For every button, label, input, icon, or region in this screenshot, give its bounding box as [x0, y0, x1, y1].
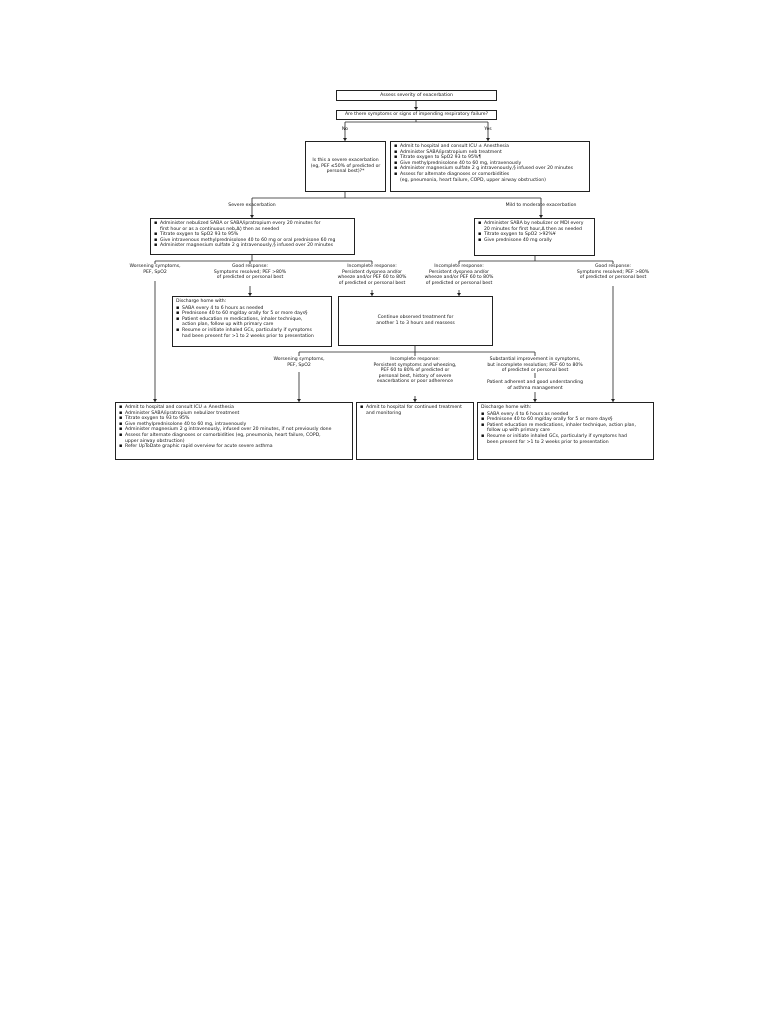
worsening-left-label: [120, 264, 190, 275]
continue-observed-line: Continue observed treatment for: [377, 315, 454, 321]
mild-moderate-treatment-box: [474, 218, 595, 256]
list-item: ▪ Give methylprednisolone 40 to 60 mg, intravenously: [394, 161, 586, 167]
list-item-continuation: and monitoring: [366, 410, 402, 416]
admit-icu-bottom-list: [116, 403, 352, 452]
list-item: ▪ Admit to hospital and consult ICU ± Anesthesia: [394, 144, 586, 150]
mild-moderate-treatment-list: [475, 219, 594, 245]
label-no: No: [341, 127, 349, 132]
severe-exacerbation-question-text: Is this a severe exacerbation (eg, PEF ≤50% of predicted or personal best)?*: [310, 158, 381, 175]
discharge-home-right-title: Discharge home with:: [481, 405, 532, 410]
good-response-left-label: [205, 264, 295, 281]
list-item: ▪ Give methylprednisolone 40 to 60 mg, intravenously: [119, 422, 349, 428]
list-item: ▪ Administer SABA/ipratropium nebulizer treatment: [119, 411, 349, 417]
label-line: PEF, SpO2: [143, 269, 167, 275]
label-line: but incomplete resolution; PEF 60 to 80%: [487, 362, 583, 368]
label-line: Good response:: [595, 264, 631, 269]
list-item-continuation: had been present for >1 to 2 weeks prior to presentation: [182, 333, 314, 339]
list-item: ▪ SABA every 4 to 6 hours as needed: [481, 412, 650, 418]
label-line: PEF 60 to 80% of predicted or: [380, 368, 450, 374]
list-item: ▪ Patient education re medications, inhaler technique, action plan,: [481, 423, 650, 429]
severe-treatment-list: [151, 219, 354, 251]
severe-treatment-box: [150, 218, 355, 255]
label-line: PEF, SpO2: [287, 362, 311, 368]
label-line: Good response:: [232, 264, 268, 269]
discharge-home-right-box: [477, 402, 654, 460]
list-item-continuation: follow up with primary care: [487, 428, 550, 434]
admit-icu-top-list: [391, 142, 589, 185]
label-line: Symptoms resolved; PEF >80%: [576, 269, 650, 275]
list-item: ▪ SABA every 4 to 6 hours as needed: [176, 306, 328, 312]
list-item: ▪ Prednisone 40 to 60 mg/day orally for 5 or more days§: [176, 311, 328, 317]
list-item: ▪ Give intravenous methylprednisolone 40 to 60 mg or oral prednisone 60 mg: [154, 238, 351, 244]
label-line: Incomplete response:: [434, 264, 484, 269]
list-item: ▪ Titrate oxygen to SpO2 93 to 95%¶: [394, 155, 586, 161]
discharge-home-mid-list: [173, 305, 331, 342]
discharge-home-right-list: [478, 411, 653, 448]
assess-severity-box: [336, 90, 497, 101]
admit-continued-treatment-list: [357, 403, 473, 418]
label-line: personal best, history of severe: [378, 373, 452, 379]
list-item: ▪ Prednisone 40 to 60 mg/day orally for 5 or more days§: [481, 417, 650, 423]
list-item: ▪ Administer magnesium 2 g intravenously, infused over 20 minutes, if not previously done: [119, 427, 349, 433]
list-item: ▪ Resume or initiate inhaled GCs, particularly if symptoms: [176, 328, 328, 334]
list-item: ▪ Administer magnesium sulfate 2 g intravenously,§ infused over 20 minutes: [394, 166, 586, 172]
list-item: ▪ Administer SABA by nebulizer or MDI every: [478, 221, 591, 227]
label-line: of predicted or personal best: [216, 275, 284, 281]
list-item: ▪ Administer nebulized SABA or SABA/ipratropium every 20 minutes for: [154, 221, 351, 227]
mild-moderate-exacerbation-label: Mild to moderate exacerbation: [505, 203, 577, 208]
label-line: Persistent symptoms and wheezing,: [373, 362, 457, 368]
label-line: Persistent dyspnea and/or: [341, 269, 403, 275]
assess-severity-text: Assess severity of exacerbation: [380, 92, 453, 98]
severe-exacerbation-label: Severe exacerbation: [228, 203, 276, 208]
list-item-continuation: upper airway obstruction): [125, 438, 185, 444]
list-item-continuation: (eg, pneumonia, heart failure, COPD, upper airway obstruction): [400, 177, 546, 183]
list-item: ▪ Assess for alternate diagnoses or comorbidities: [394, 172, 586, 178]
list-item-continuation: 20 minutes for first hour,Δ then as needed: [484, 226, 582, 232]
list-item-continuation: action plan, follow up with primary care: [182, 322, 274, 328]
label-line: wheeze and/or PEF 60 to 80%: [337, 275, 407, 281]
impending-failure-question-box: [336, 110, 497, 120]
incomplete-response-right-label: [419, 264, 499, 286]
list-item: ▪ Administer SABA/ipratropium neb treatment: [394, 150, 586, 156]
label-line: Patient adherent and good understanding: [486, 380, 584, 385]
label-line: Incomplete response:: [390, 357, 440, 362]
discharge-home-mid-box: [172, 296, 332, 347]
list-item: ▪ Patient education re medications, inhaler technique,: [176, 317, 328, 323]
list-item: ▪ Give prednisone 40 mg orally: [478, 238, 591, 244]
discharge-home-mid-title: Discharge home with:: [176, 299, 227, 304]
label-line: Substantial improvement in symptoms,: [489, 357, 581, 362]
label-line: exacerbations or poor adherence: [376, 379, 454, 385]
good-response-right-label: [568, 264, 658, 281]
admit-icu-bottom-box: [115, 402, 353, 460]
list-item-continuation: first hour or as a continuous neb,Δ◊ then as needed: [160, 226, 280, 232]
list-item-continuation: been present for >1 to 2 weeks prior to presentation: [487, 439, 609, 445]
incomplete-response-left-label: [332, 264, 412, 286]
label-yes: Yes: [484, 127, 492, 132]
list-item: ▪ Administer magnesium sulfate 2 g intravenously,§ infused over 20 minutes: [154, 243, 351, 249]
list-item: ▪ Admit to hospital for continued treatment: [360, 405, 470, 411]
continue-observed-line: another 1 to 3 hours and reassess: [376, 321, 455, 326]
impending-failure-question-text: Are there symptoms or signs of impending respiratory failure?: [344, 112, 489, 118]
list-item: ▪ Admit to hospital and consult ICU ± Anesthesia: [119, 405, 349, 411]
list-item: ▪ Titrate oxygen to SpO2 93 to 95%: [154, 232, 351, 238]
incomplete-response-mid-label: [363, 357, 467, 385]
label-line: of predicted or personal best: [338, 280, 406, 286]
label-line: of predicted or personal best: [579, 275, 647, 281]
label-line: Incomplete response:: [347, 264, 397, 269]
label-line: Worsening symptoms,: [273, 357, 325, 362]
label-line: Worsening symptoms,: [129, 264, 181, 269]
admit-continued-treatment-box: [356, 402, 474, 460]
substantial-improvement-label: [478, 357, 592, 374]
list-item: ▪ Assess for alternate diagnoses or comorbidities (eg, pneumonia, heart failure, COPD,: [119, 433, 349, 439]
list-item: ▪ Titrate oxygen to 93 to 95%: [119, 416, 349, 422]
label-line: of predicted or personal best: [501, 368, 569, 374]
admit-icu-top-box: [390, 141, 590, 192]
severe-exacerbation-question-box: [305, 141, 386, 192]
label-line: of asthma management: [507, 385, 563, 391]
continue-observed-treatment-box: [338, 296, 493, 346]
label-line: wheeze and/or PEF 60 to 80%: [424, 275, 494, 281]
label-line: Persistent dyspnea and/or: [428, 269, 490, 275]
label-line: of predicted or personal best: [425, 280, 493, 286]
list-item: ▪ Titrate oxygen to SpO2 >92%¥: [478, 232, 591, 238]
patient-adherent-label: [478, 380, 592, 391]
worsening-mid-label: [264, 357, 334, 368]
list-item: ▪ Resume or initiate inhaled GCs, particularly if symptoms had: [481, 434, 650, 440]
list-item: ▪ Refer UpToDate graphic rapid overview for acute severe asthma: [119, 444, 349, 450]
label-line: Symptoms resolved; PEF >80%: [213, 269, 287, 275]
